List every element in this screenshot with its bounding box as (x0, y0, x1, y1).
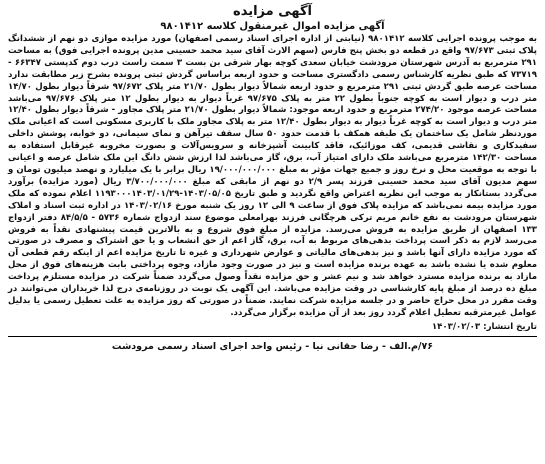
divider-line (8, 336, 537, 337)
signature-line: ۷۶/م.الف - رضا حقانی نیا - رئیس واحد اجرای اسناد رسمی مرودشت (111, 340, 434, 352)
publish-date: تاریخ انتشار: ۱۴۰۳/۰۲/۰۳ (431, 321, 537, 332)
case-number: آگهی مزایده اموال غیرمنقول کلاسه ۹۸۰۱۴۱۲ (160, 21, 385, 32)
notice-title: آگهی مزایده (233, 4, 312, 19)
notice-body: به موجب پرونده اجرایی کلاسه ۹۸۰۱۴۱۲ (نیابتی از اداره اجرای اسناد رسمی اصفهان) مورد مزایده موازی دو نهم از ششدانگ پلاک ثبتی ۹۷/۶۷۳ واقع در قطعه دو بخش پنج فارس (سهم الارث آقای سید محمد حسینی مدین پرونده اجرایی فوق) به مساحت ۲۹۱ مترمربع به آدرس شهرستان مرودشت خیابان سعدی کوچه بهار شرقی بن بست ۳ سمت راست درب دوم کدپستی ۶۶۳۴۷ - ۷۳۷۱۹ که طبق نظریه کارشناس رسمی دادگستری مساحت و حدود اربعه براساس گردش ثبتی پرونده بشرح زیر مطابقت ندارد مساحت عرصه طبق گردش ثبتی ۲۹۱ مترمربع و حدود اربعه شمالاً دیوار بطول ۲۱/۷۰ متر پلاک ۹۷/۶۷۲ شرقاً دیوار بطول ۱۴/۷۰ متر درب و دیوار است به کوچه جنوباً بطول ۲۲ متر به پلاک ۹۷/۶۷۵ غرباً دیوار به دیوار بطول ۱۲ متر پلاک ۹۷/۶۷۶ می‌باشد مساحت عرصه موجود ۲۷۴/۲۰ مترمربع و حدود اربعه موجود: شمالاً دیوار بطول ۲۱/۷۰ متر پلاک مجاور - شرقاً دیوار بطول ۱۲/۴۰ متر درب و دیوار است به کوچه غرباً دیوار به دیوار بطول ۱۲/۴۰ متر به پلاک مجاور ملک با کاربری مسکونی است که اعیانی ملک موردنظر شامل یک ساختمان یک طبقه همکف با قدمت حدود ۵۰ سال سقف تیرآهن و نمای سیمانی، دو خوابه، پوشش داخلی سفیدکاری و نقاشی قدیمی، کف موزائیک، فاقد کابینت آشپزخانه و سرویس‌آلات و بصورت مخروبه غیرقابل استفاده به مساحت ۱۴۲/۳۰ مترمربع می‌باشد ملک دارای امتیاز آب، برق، گاز می‌باشد لذا ارزش شش دانگ این ملک شامل عرصه و اعیانی با توجه به موقعیت محل و نرخ روز و جمیع جهات مؤثر به مبلغ ۱۹/۰۰۰/۰۰۰/۰۰۰ ریال برابر با یک میلیارد و نهصد میلیون تومان و سهم مدیون آقای سید محمد حسینی فرزند پسر ۲/۹ دو نهم از مابقی که مبلغ ۳/۷۰۰/۰۰۰/۰۰۰ ریال (مورد مزایده) برآورد می‌گردد بستانکار به موجب این نظریه اعتراض واقع نگردید و طبق تاریخ ۱۴۰۳/۰۵/۰۵-۱۱۹۳۰۰۰۱۴۰۳/۰۱/۲۹ اعلام نموده که ملک مورد مزایده بیمه نمی‌باشد که مزایده پلاک فوق از ساعت ۹ الی ۱۲ روز یک شنبه مورخ ۱۴۰۳/۰۲/۱۶ در اداره ثبت اسناد و املاک شهرستان مرودشت به نفع خانم مریم ترکی هرچگانی فرزند بهرامعلی موضوع سند ازدواج شماره ۵۷۳۶ - ۸۴/۵/۵ دفتر ازدواج ۱۳۳ اصفهان از طریق مزایده به فروش می‌رسد. مزایده از مبلغ فوق شروع و به بالاترین قیمت پیشنهادی نقداً به فروش می‌رسد لازم به ذکر است پرداخت بدهی‌های مربوط به آب، برق، گاز اعم از حق انشعاب و یا حق اشتراک و مصرف در صورتی که مورد مزایده دارای آنها باشد و نیز بدهی‌های مالیاتی و عوارض شهرداری و غیره تا تاریخ مزایده اعم از اینکه رقم قطعی آن معلوم شده یا نشده باشد به عهده برنده مزایده است و نیز در صورت وجود مازاد، وجوه پرداختی بابت هزینه‌های فوق از محل مازاد به برنده مزایده مسترد خواهد شد و نیم عشر و حق مزایده نقداً وصول می‌گردد ضمناً شرکت در مزایده مستلزم پرداخت مبلغ ده درصد از مبلغ پایه کارشناسی در وقت مزایده می‌باشد. این آگهی یک نوبت در روزنامه‌ی درج لذا خریداران می‌توانند در وقت مقرر در محل حراج حاضر و در جلسه مزایده شرکت نمایند. ضمناً در صورتی که روز مزایده به علت تعطیل رسمی یا بدلیل عوامل غیرمترقبه تعطیل اعلام گردد روز بعد از آن مزایده برگزار می‌گردد. (8, 34, 538, 318)
